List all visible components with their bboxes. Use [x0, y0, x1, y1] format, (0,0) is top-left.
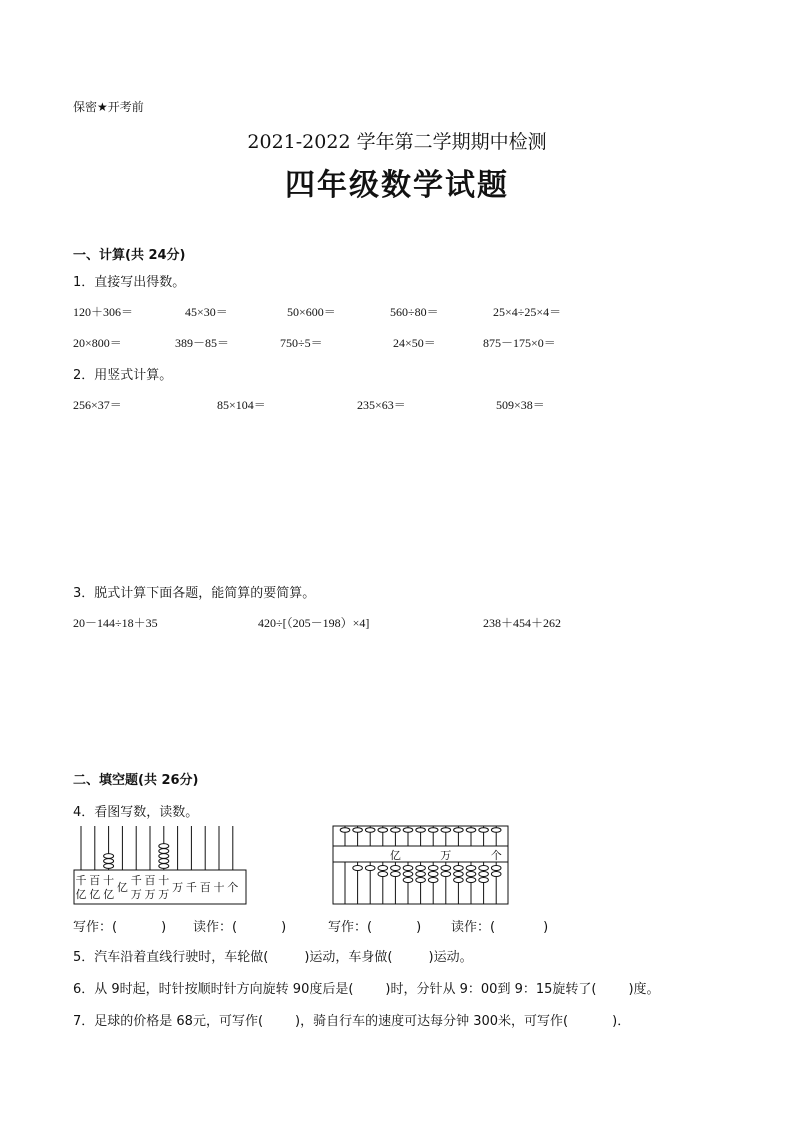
abacus-upper-bead — [441, 828, 451, 833]
abacus-upper-bead — [491, 828, 501, 833]
abacus-lower-bead — [466, 866, 476, 871]
abacus-lower-bead — [416, 866, 426, 871]
q7-text: )，骑自行车的速度可达每分钟 300米，可写作( — [295, 1014, 569, 1029]
counting-frame-label: 百 — [89, 874, 101, 887]
counting-frame-label: 亿 — [103, 888, 115, 901]
q1-expr: 560÷80＝ — [390, 305, 439, 319]
abacus-lower-bead — [491, 872, 501, 877]
q6-text: )度。 — [628, 982, 660, 997]
abacus-lower-bead — [403, 878, 413, 883]
abacus-upper-bead — [365, 828, 375, 833]
abacus-lower-bead — [454, 866, 464, 871]
counting-frame-label: 万 — [130, 888, 142, 901]
abacus-lower-bead — [454, 878, 464, 883]
abacus-lower-bead — [479, 878, 489, 883]
section1-heading: 一、计算(共 24分) — [73, 248, 186, 263]
abacus-lower-bead — [466, 878, 476, 883]
q7-text: 7．足球的价格是 68元，可写作( — [73, 1014, 264, 1029]
abacus-upper-bead — [416, 828, 426, 833]
abacus-upper-bead — [428, 828, 438, 833]
q3-prompt: 3．脱式计算下面各题，能简算的要简算。 — [73, 586, 316, 601]
counting-frame-figure — [73, 824, 253, 906]
q3-expr: 420÷[（205－198）×4] — [258, 616, 370, 630]
abacus-lower-bead — [391, 866, 401, 871]
q5-text: 5．汽车沿着直线行驶时，车轮做( — [73, 950, 269, 965]
abacus-lower-bead — [353, 866, 363, 871]
counting-frame-label: 万 — [158, 888, 170, 901]
counting-frame-label: 亿 — [89, 888, 101, 901]
counting-frame-label: 亿 — [116, 881, 128, 894]
write-label-2: 写作：( — [328, 920, 373, 935]
abacus-upper-bead — [353, 828, 363, 833]
abacus-place-label: 个 — [490, 849, 502, 862]
q1-expr: 45×30＝ — [185, 305, 228, 319]
counting-frame-bead — [104, 859, 114, 864]
abacus-lower-bead — [479, 872, 489, 877]
q2-expr: 509×38＝ — [496, 398, 545, 412]
counting-frame-bead — [104, 864, 114, 869]
q7 — [73, 1010, 630, 1029]
q5 — [73, 946, 473, 965]
close-paren: ) — [161, 920, 167, 935]
counting-frame-label: 百 — [144, 874, 156, 887]
q5-text: )运动。 — [428, 950, 473, 965]
counting-frame-label: 千 — [185, 881, 197, 894]
q2-expr: 235×63＝ — [357, 398, 406, 412]
q1-expr: 875－175×0＝ — [483, 336, 556, 350]
q2-prompt: 2．用竖式计算。 — [73, 368, 173, 383]
abacus-rods — [345, 826, 496, 904]
q1-expr: 120＋306＝ — [73, 305, 134, 319]
close-paren: ) — [543, 920, 549, 935]
q6 — [73, 978, 660, 997]
q2-expr: 256×37＝ — [73, 398, 122, 412]
q6-text: )时，分针从 9：00到 9：15旋转了( — [385, 982, 597, 997]
abacus-figure — [332, 824, 510, 906]
abacus-lower-bead — [491, 866, 501, 871]
abacus-place-label: 万 — [440, 849, 452, 862]
q2-expr: 85×104＝ — [217, 398, 266, 412]
counting-frame-bead — [159, 854, 169, 859]
abacus-lower-bead — [416, 878, 426, 883]
abacus-lower-bead — [365, 866, 375, 871]
abacus-lower-bead — [391, 872, 401, 877]
q4-answer-row — [451, 916, 548, 935]
abacus-lower-bead — [403, 872, 413, 877]
exam-subtitle: 2021-2022 学年第二学期期中检测 — [247, 131, 547, 153]
abacus-lower-bead — [428, 866, 438, 871]
counting-frame-label: 万 — [172, 881, 184, 894]
abacus-upper-bead — [378, 828, 388, 833]
counting-frame-label: 百 — [199, 881, 211, 894]
abacus-lower-bead — [466, 872, 476, 877]
q3-expr: 20－144÷18＋35 — [73, 616, 158, 630]
section2-heading: 二、填空题(共 26分) — [73, 773, 199, 788]
read-label-1: 读作：( — [193, 920, 238, 935]
close-paren: ) — [416, 920, 422, 935]
abacus-lower-bead — [378, 866, 388, 871]
counting-frame-label: 十 — [213, 881, 225, 894]
abacus-upper-bead — [466, 828, 476, 833]
counting-frame-bead — [159, 844, 169, 849]
q4-answer-row — [73, 916, 166, 935]
counting-frame-bead — [159, 849, 169, 854]
q4-answer-row — [328, 916, 421, 935]
counting-frame-rods — [81, 826, 233, 870]
q6-text: 6．从 9时起，时针按顺时针方向旋转 90度后是( — [73, 982, 354, 997]
q5-text: )运动，车身做( — [304, 950, 393, 965]
q1-expr: 20×800＝ — [73, 336, 122, 350]
q1-expr: 389－85＝ — [175, 336, 230, 350]
counting-frame-label: 个 — [227, 881, 239, 894]
counting-frame-bead — [159, 859, 169, 864]
abacus-lower-bead — [428, 872, 438, 877]
abacus-upper-bead — [479, 828, 489, 833]
abacus-lower-bead — [378, 872, 388, 877]
abacus-upper-bead — [340, 828, 350, 833]
counting-frame-label: 千 — [75, 874, 87, 887]
q1-expr: 24×50＝ — [393, 336, 436, 350]
abacus-place-label: 亿 — [389, 849, 401, 862]
abacus-lower-bead — [441, 866, 451, 871]
q1-expr: 25×4÷25×4＝ — [493, 305, 562, 319]
counting-frame-bead — [104, 854, 114, 859]
abacus-lower-bead — [416, 872, 426, 877]
abacus-lower-bead — [428, 878, 438, 883]
counting-frame-label: 十 — [158, 874, 170, 887]
exam-title: 四年级数学试题 — [285, 168, 509, 203]
q1-expr: 750÷5＝ — [280, 336, 323, 350]
abacus-lower-bead — [403, 866, 413, 871]
counting-frame-label: 千 — [130, 874, 142, 887]
q3-expr: 238＋454＋262 — [483, 616, 562, 630]
abacus-upper-bead — [403, 828, 413, 833]
counting-frame-label: 十 — [103, 874, 115, 887]
q1-prompt: 1．直接写出得数。 — [73, 275, 186, 290]
close-paren: ) — [281, 920, 287, 935]
q4-prompt: 4．看图写数，读数。 — [73, 805, 199, 820]
abacus-upper-bead — [391, 828, 401, 833]
counting-frame-label: 亿 — [75, 888, 87, 901]
abacus-lower-bead — [441, 872, 451, 877]
write-label-1: 写作：( — [73, 920, 118, 935]
abacus-lower-bead — [479, 866, 489, 871]
abacus-upper-bead — [454, 828, 464, 833]
abacus-beam — [333, 846, 508, 862]
q1-expr: 50×600＝ — [287, 305, 336, 319]
counting-frame-bead — [159, 864, 169, 869]
counting-frame-label: 万 — [144, 888, 156, 901]
read-label-2: 读作：( — [451, 920, 496, 935]
confidential-label: 保密★开考前 — [73, 100, 144, 114]
q7-text: )． — [612, 1014, 631, 1029]
q4-answer-row — [193, 916, 286, 935]
abacus-lower-bead — [454, 872, 464, 877]
